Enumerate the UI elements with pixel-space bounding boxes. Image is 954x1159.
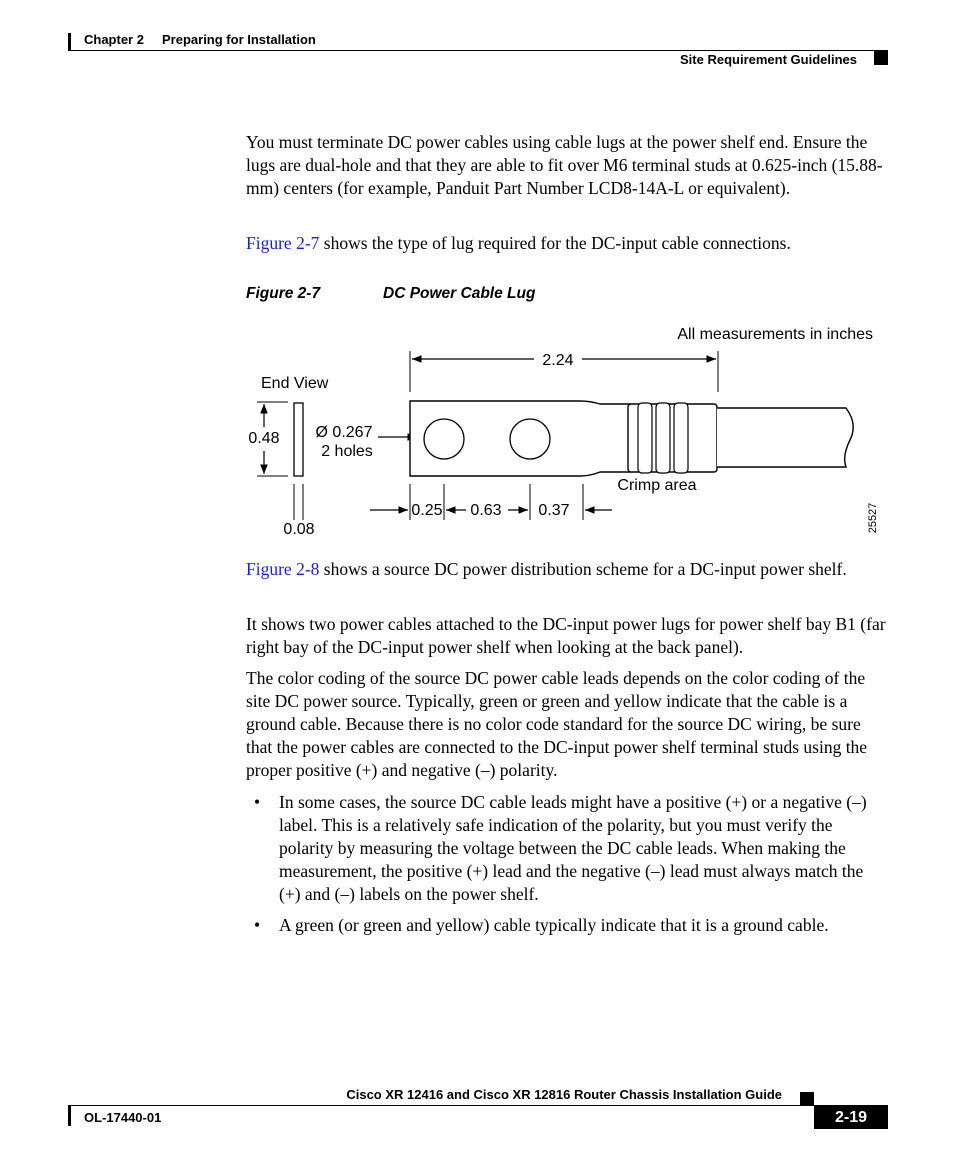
- figure-title: DC Power Cable Lug: [383, 285, 536, 302]
- end-view-label: End View: [261, 375, 329, 392]
- bullet-text: In some cases, the source DC cable leads might have a positive (+) or a negative (–) label. This is a relatively safe indication of the polarity, but you must verify the polarity by measuring the voltage between the DC cable leads. When making the measurement, the positive (+) lead and the negative (–) lead must always match the (+) and (–) labels on the power shelf.: [279, 792, 867, 904]
- paragraph-text: You must terminate DC power cables using cable lugs at the power shelf end. Ensure the lugs are dual-hole and that they are able to fit over M6 terminal studs at 0.625-inch (15.88-mm) centers (for example, Panduit Part Number LCD8-14A-L or equivalent).: [246, 132, 883, 198]
- dim-c-label: 0.37: [538, 502, 570, 519]
- hole-diameter-label: Ø 0.267: [315, 424, 373, 441]
- lug-hole-1: [424, 419, 464, 459]
- art-id: 25527: [867, 502, 879, 534]
- figure-number: Figure 2-7: [246, 285, 321, 302]
- footer-guide-title: Cisco XR 12416 and Cisco XR 12816 Router Chassis Installation Guide: [346, 1087, 782, 1102]
- paragraph-text: shows a source DC power distribution scheme for a DC-input power shelf.: [319, 559, 847, 579]
- paragraph-figure-2-8-ref: [246, 558, 891, 581]
- paragraph-text: The color coding of the source DC power cable leads depends on the color coding of the site DC power source. Typically, green or green and yellow indicate that the cable is a ground cable. Because there is no color code standard for the source DC wiring, be sure that the power cables are connected to the DC-input power shelf terminal studs using the proper positive (+) and negative (–) polarity.: [246, 668, 868, 780]
- thickness-label: 0.08: [283, 521, 315, 538]
- bullet-text: A green (or green and yellow) cable typically indicate that it is a ground cable.: [279, 915, 829, 935]
- footer-left-bar: [68, 1106, 71, 1126]
- paragraph-two-cables: [246, 613, 891, 659]
- cable: [717, 408, 853, 467]
- footer-rule: [68, 1105, 888, 1106]
- footer-page-number: 2-19: [834, 1109, 868, 1126]
- dim-b-label: 0.63: [470, 502, 502, 519]
- measurement-note: All measurements in inches: [677, 326, 873, 343]
- bullet-symbol: •: [254, 915, 261, 935]
- footer-right-block: [800, 1092, 814, 1106]
- figure-2-7-link[interactable]: Figure 2-7: [246, 233, 320, 253]
- header-section: Site Requirement Guidelines: [680, 52, 857, 67]
- paragraph-color-coding: [246, 667, 891, 782]
- crimp-ridge-3: [674, 403, 688, 473]
- footer-doc-id: OL-17440-01: [84, 1110, 162, 1125]
- paragraph-text: It shows two power cables attached to the DC-input power lugs for power shelf bay B1 (far right bay of the DC-input power shelf when looking at the back panel).: [246, 614, 886, 657]
- paragraph-text: shows the type of lug required for the DC-input cable connections.: [319, 233, 791, 253]
- figure-2-8-link[interactable]: Figure 2-8: [246, 559, 320, 579]
- crimp-area-label: Crimp area: [617, 477, 697, 494]
- end-view-profile: [294, 403, 303, 476]
- header-chapter-title: Preparing for Installation: [162, 32, 316, 47]
- dc-power-cable-lug-figure: [0, 0, 954, 560]
- height-label: 0.48: [248, 430, 280, 447]
- lug-hole-2: [510, 419, 550, 459]
- header-chapter: Chapter 2: [84, 32, 144, 47]
- bullet-symbol: •: [254, 792, 261, 812]
- length-label: 2.24: [542, 352, 574, 369]
- hole-count-label: 2 holes: [321, 443, 373, 460]
- dim-a-label: 0.25: [411, 502, 443, 519]
- crimp-ridge-2: [656, 403, 670, 473]
- crimp-ridge-1: [638, 403, 652, 473]
